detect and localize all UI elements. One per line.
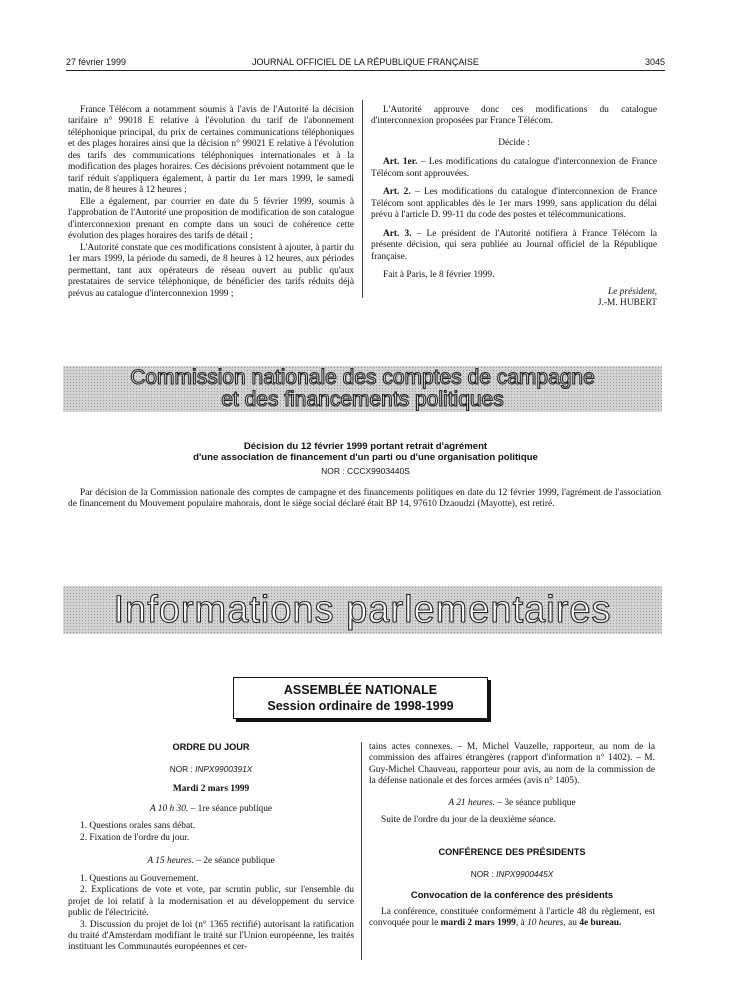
article-2: [371, 187, 657, 221]
info-parlementaires-banner: [63, 586, 662, 634]
commission-banner: [63, 366, 662, 412]
agenda-list: [68, 874, 354, 954]
assemblee-nationale-box: [233, 677, 488, 719]
page-number: 3045: [644, 57, 665, 67]
header-date: 27 février 1999: [66, 57, 127, 67]
decision-title: [70, 441, 661, 463]
agenda-list: [68, 821, 354, 844]
seance-heading: A 21 heures. – 3e séance publique: [448, 797, 576, 808]
section-heading: CONFÉRENCE DES PRÉSIDENTS: [438, 846, 586, 857]
paragraph: Par décision de la Commission nationale des comptes de campagne et des financements politiques en date du 12 février 1999, l'agrément de l'association de financement du Mouvement populaire mahorais, dont le siège social déclaré était BP 14, 97610 Dzaoudzi (Mayotte), est retiré.: [68, 488, 661, 510]
article-text: – Le président de l'Autorité notifiera à France Télécom la présente décision, qui sera publiée au Journal officiel de la République française.: [371, 228, 657, 262]
nor-reference: NOR : INPX9900391X: [169, 764, 253, 775]
session-label: Session ordinaire de 1998-1999: [267, 699, 454, 713]
assemblee-title: ASSEMBLÉE NATIONALE: [283, 683, 438, 697]
paragraph: La conférence, constituée conformément à l'article 48 du règlement, est convoquée pour le mardi 2 mars 1999, à 10 heures, au 4e bureau.: [369, 906, 655, 929]
banner-line: Commission nationale des comptes de campagne: [130, 366, 595, 389]
nor-reference: NOR : INPX9900445X: [470, 869, 554, 880]
paragraph: tains actes connexes. – M. Michel Vauzelle, rapporteur, au nom de la commission des affaires étrangères (rapport d'information n° 1402). – M. Guy-Michel Chauveau, rapporteur pour avis, au nom de la commission de la défense nationale et des forces armées (avis n° 1405).: [369, 742, 655, 787]
list-item: 2. Explications de vote et vote, par scrutin public, sur l'ensemble du projet de loi relatif à la modernisation et au développement du service public de l'électricité.: [68, 885, 354, 919]
title-line: Décision du 12 février 1999 portant retrait d'agrément: [243, 441, 488, 452]
conference-column: [369, 742, 655, 930]
done-at: Fait à Paris, le 8 février 1999.: [383, 270, 495, 281]
section-heading: ORDRE DU JOUR: [172, 742, 250, 752]
page-header: [66, 57, 665, 69]
list-item: 3. Discussion du projet de loi (n° 1365 rectifié) autorisant la ratification du traité d'Amsterdam modifiant le traité sur l'Union européenne, les traités instituant les Communautés européennes et cer-: [68, 919, 354, 953]
column-divider: [362, 100, 363, 298]
journal-title: JOURNAL OFFICIEL DE LA RÉPUBLIQUE FRANÇAISE: [252, 57, 479, 67]
signature-role: Le président,: [608, 286, 657, 297]
seance-heading: A 15 heures. – 2e séance publique: [147, 856, 275, 867]
article-label: Art. 1er.: [383, 157, 418, 168]
article-label: Art. 2.: [383, 187, 411, 198]
article-label: Art. 3.: [383, 228, 412, 239]
article-1: [371, 157, 657, 180]
list-item: 2. Fixation de l'ordre du jour.: [80, 832, 190, 843]
banner-title: Informations parlementaires: [113, 588, 612, 631]
paragraph: Elle a également, par courrier en date du 5 février 1999, soumis à l'approbation de l'Autorité une proposition de modification de son catalogue d'interconnexion prenant en compte dans un souci de cohérence cette évolution des plages horaires des tarifs de détail ;: [68, 196, 354, 242]
article-text: – Les modifications du catalogue d'interconnexion de France Télécom sont applicables dès le 1er mars 1999, sans application du délai prévu à l'article D. 99-11 du code des postes et télécommunications.: [371, 187, 657, 221]
title-line: d'une association de financement d'un parti ou d'une organisation politique: [193, 452, 538, 463]
day-label: Mardi 2 mars 1999: [172, 784, 250, 795]
convocation-title: Convocation de la conférence des présidents: [410, 889, 614, 901]
seance-heading: A 10 h 30. – 1re séance publique: [149, 803, 273, 814]
article-text: – Les modifications du catalogue d'interconnexion de France Télécom sont approuvées.: [371, 157, 657, 179]
paragraph: L'Autorité constate que ces modifications consistent à ajouter, à partir du 1er mars 1999, la période du samedi, de 8 heures à 12 heures, aux périodes permettant, tant aux opérateurs de réseau ouvert au public qu'aux prestataires de service téléphonique, de bénéficier des tarifs réduits déjà prévus au catalogue d'interconnexion 1999 ;: [68, 242, 354, 299]
header-rule: [66, 70, 665, 71]
top-left-column: [68, 105, 354, 300]
column-divider: [361, 742, 362, 960]
paragraph: Suite de l'ordre du jour de la deuxième séance.: [381, 815, 556, 826]
ordre-du-jour-column: [68, 742, 354, 954]
banner-line: et des financements politiques: [221, 388, 504, 411]
list-item: 1. Questions orales sans débat.: [80, 821, 196, 832]
paragraph: L'Autorité approuve donc ces modifications du catalogue d'interconnexion proposées par France Télécom.: [371, 105, 657, 127]
decision-nor: NOR : CCCX9903440S: [321, 466, 410, 476]
paragraph: France Télécom a notamment soumis à l'avis de l'Autorité la décision tarifaire n° 99018 E relative à l'évolution du tarif de l'abonnement téléphonique principal, du prix de certaines communications téléphoniques et des plages horaires ainsi que la décision n° 99021 E relative à l'évolution des tarifs des communications téléphoniques internationales et à la modification des plages horaires. Ces décisions prévoient notamment que le tarif réduit s'appliquera également, à partir du 1er mars 1999, le samedi matin, de 8 heures à 12 heures ;: [68, 105, 354, 196]
list-item: 1. Questions au Gouvernement.: [80, 873, 199, 884]
decision-body: [68, 488, 661, 511]
signature-name: J.-M. HUBERT: [597, 298, 657, 309]
article-3: [371, 229, 657, 263]
top-right-column: [371, 105, 657, 310]
decide-label: Décide :: [498, 137, 530, 148]
